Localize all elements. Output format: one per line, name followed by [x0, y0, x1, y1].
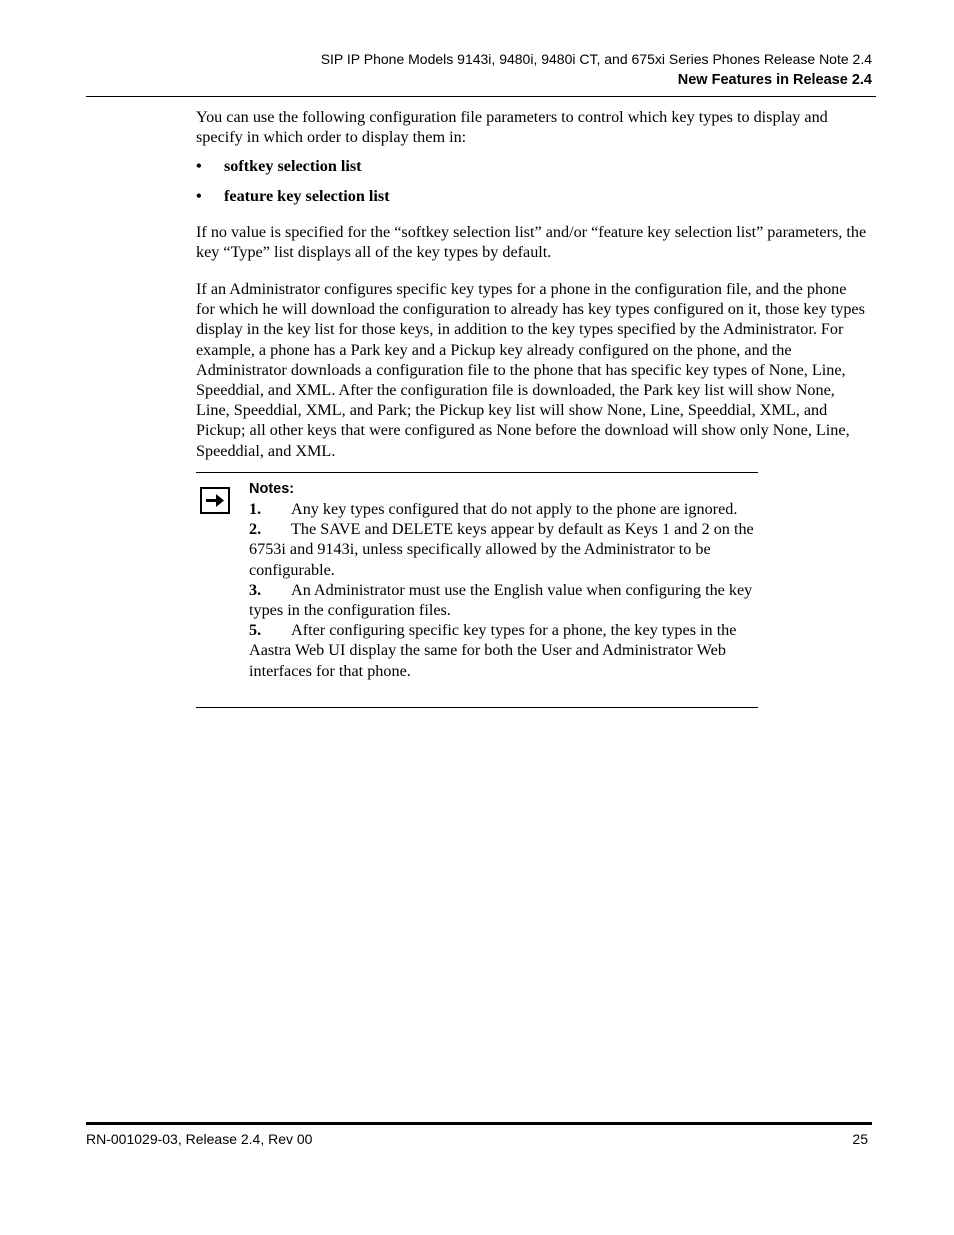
- note-number: 1.: [249, 500, 262, 518]
- footer-doc-id: RN-001029-03, Release 2.4, Rev 00: [86, 1131, 313, 1147]
- bullet-label: softkey selection list: [224, 157, 362, 175]
- note-number: 5.: [249, 621, 262, 640]
- bullet-icon: •: [196, 187, 202, 205]
- header-rule: [86, 96, 876, 97]
- notes-bottom-rule: [196, 707, 758, 708]
- running-header-section: New Features in Release 2.4: [677, 72, 872, 88]
- bullet-icon: •: [196, 157, 202, 175]
- running-header-title: SIP IP Phone Models 9143i, 9480i, 9480i CT, and 675xi Series Phones Release Note 2.4: [320, 51, 872, 67]
- intro-text: You can use the following configuration file parameters to control which key types to display and specify in which order to display them in:: [196, 108, 828, 147]
- intro-paragraph: [196, 107, 868, 147]
- bullet-label: feature key selection list: [224, 187, 390, 205]
- note-item: [249, 519, 757, 580]
- bullet-item-feature-key: [196, 187, 390, 206]
- admin-paragraph: [196, 279, 868, 461]
- note-item: [249, 580, 757, 620]
- footer-rule: [86, 1122, 872, 1125]
- note-text: After configuring specific key types for a phone, the key types in the Aastra Web UI display the same for both the User and Administrator Web interfaces for that phone.: [249, 621, 737, 680]
- note-item: [249, 620, 757, 681]
- admin-text: If an Administrator configures specific key types for a phone in the configuration file, and the phone for which he will download the configuration to already has key types configured on it, those key types display in the key list for those keys, in addition to the key types specified by the Administrator. For example, a phone has a Park key and a Pickup key already configured on the phone, and the Administrator downloads a configuration file to the phone that has specific key types of None, Line, Speeddial, and XML. After the configuration file is downloaded, the Park key list will show None, Line, Speeddial, XML, and Park; the Pickup key list will show None, Line, Speeddial, XML, and Pickup; all other keys that were configured as None before the download will show only None, Line, Speeddial, and XML.: [196, 280, 865, 460]
- notes-title: Notes:: [249, 481, 295, 497]
- default-text: If no value is specified for the “softkey selection list” and/or “feature key selection list” parameters, the key “Type” list displays all of the key types by default.: [196, 223, 867, 262]
- note-text: The SAVE and DELETE keys appear by default as Keys 1 and 2 on the 6753i and 9143i, unless specifically allowed by the Administrator to be configurable.: [249, 520, 754, 579]
- page-number: 25: [852, 1131, 868, 1147]
- note-number: 3.: [249, 580, 262, 599]
- bullet-item-softkey: [196, 157, 362, 176]
- default-paragraph: [196, 222, 868, 262]
- notes-body: [249, 478, 757, 681]
- note-number: 2.: [249, 520, 262, 539]
- note-text: An Administrator must use the English value when configuring the key types in the configuration files.: [249, 580, 753, 620]
- arrow-right-icon: [200, 487, 230, 514]
- note-item: [249, 499, 757, 519]
- notes-top-rule: [196, 472, 758, 473]
- note-text: Any key types configured that do not apply to the phone are ignored.: [291, 500, 738, 518]
